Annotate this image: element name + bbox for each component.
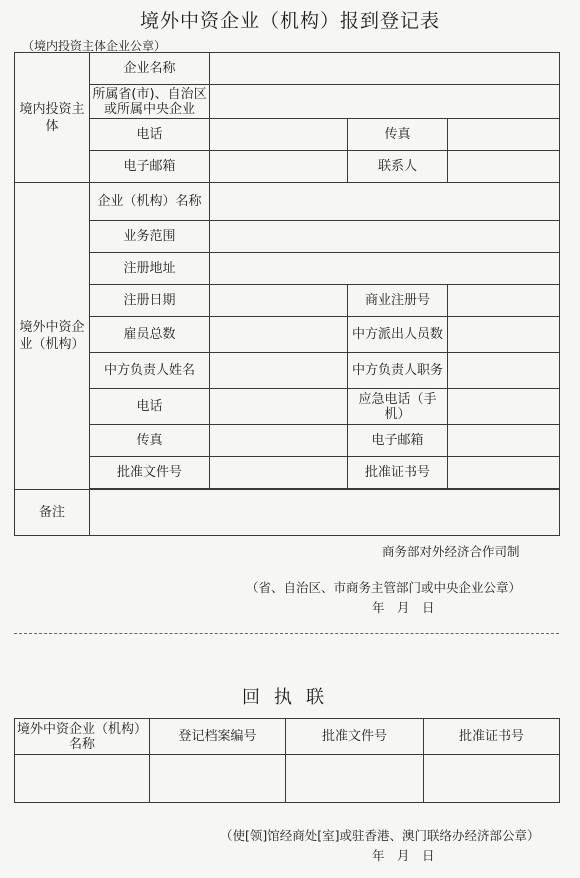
date-line: 年 月 日 (372, 600, 435, 615)
receipt-file-no-field[interactable] (150, 755, 286, 803)
business-scope-field[interactable] (210, 221, 560, 253)
overseas-email-field[interactable] (448, 425, 560, 457)
form-title: 境外中资企业（机构）报到登记表 (139, 10, 440, 32)
reg-address-label: 注册地址 (90, 253, 210, 285)
overseas-phone-label: 电话 (90, 389, 210, 425)
head-position-field[interactable] (448, 353, 560, 389)
approval-doc-field[interactable] (210, 457, 348, 489)
chinese-head-field[interactable] (210, 353, 348, 389)
chinese-staff-label: 中方派出人员数 (348, 317, 448, 353)
overseas-fax-label: 传真 (90, 425, 210, 457)
domestic-phone-field[interactable] (210, 119, 348, 151)
employees-label: 雇员总数 (90, 317, 210, 353)
receipt-header-approval-doc: 批准文件号 (286, 719, 424, 755)
issuer-note: 商务部对外经济合作司制 (382, 544, 520, 559)
contact-field[interactable] (448, 151, 560, 183)
emergency-phone-field[interactable] (448, 389, 560, 425)
domestic-fax-field[interactable] (448, 119, 560, 151)
domestic-email-field[interactable] (210, 151, 348, 183)
overseas-email-label: 电子邮箱 (348, 425, 448, 457)
domestic-section-label: 境内投资主体 (15, 53, 90, 183)
overseas-phone-field[interactable] (210, 389, 348, 425)
approval-cert-field[interactable] (448, 457, 560, 489)
domestic-email-label: 电子邮箱 (90, 151, 210, 183)
approval-doc-label: 批准文件号 (90, 457, 210, 489)
receipt-header-file-no: 登记档案编号 (150, 719, 286, 755)
domestic-fax-label: 传真 (348, 119, 448, 151)
reg-date-label: 注册日期 (90, 285, 210, 317)
receipt-title: 回执联 (242, 687, 338, 708)
receipt-table (14, 718, 560, 803)
chinese-head-label: 中方负责人姓名 (90, 353, 210, 389)
emergency-phone-label: 应急电话（手机） (348, 389, 448, 425)
seal-line: （省、自治区、市商务主管部门或中央企业公章） (246, 580, 522, 595)
commercial-reg-label: 商业注册号 (348, 285, 448, 317)
receipt-date-line: 年 月 日 (372, 848, 435, 863)
reg-address-field[interactable] (210, 253, 560, 285)
remarks-field[interactable] (90, 490, 560, 536)
receipt-header-name: 境外中资企业（机构）名称 (15, 719, 150, 755)
receipt-seal-line: （使[领]馆经商处[室]或驻香港、澳门联络办经济部公章） (220, 828, 540, 843)
province-field[interactable] (210, 85, 560, 119)
receipt-approval-doc-field[interactable] (286, 755, 424, 803)
registration-table (14, 52, 560, 536)
overseas-section-label: 境外中资企业（机构） (15, 183, 90, 490)
company-name-field[interactable] (210, 53, 560, 85)
overseas-name-label: 企业（机构）名称 (90, 183, 210, 221)
receipt-approval-cert-field[interactable] (424, 755, 560, 803)
province-label: 所属省(市)、自治区或所属中央企业 (90, 85, 210, 119)
employees-field[interactable] (210, 317, 348, 353)
remarks-label: 备注 (15, 490, 90, 536)
overseas-name-field[interactable] (210, 183, 560, 221)
head-position-label: 中方负责人职务 (348, 353, 448, 389)
receipt-header-approval-cert: 批准证书号 (424, 719, 560, 755)
overseas-fax-field[interactable] (210, 425, 348, 457)
tear-line (14, 633, 559, 634)
contact-label: 联系人 (348, 151, 448, 183)
business-scope-label: 业务范围 (90, 221, 210, 253)
domestic-phone-label: 电话 (90, 119, 210, 151)
reg-date-field[interactable] (210, 285, 348, 317)
chinese-staff-field[interactable] (448, 317, 560, 353)
commercial-reg-field[interactable] (448, 285, 560, 317)
company-name-label: 企业名称 (90, 53, 210, 85)
domestic-stamp-note: （境内投资主体企业公章） (22, 39, 167, 53)
approval-cert-label: 批准证书号 (348, 457, 448, 489)
receipt-name-field[interactable] (15, 755, 150, 803)
